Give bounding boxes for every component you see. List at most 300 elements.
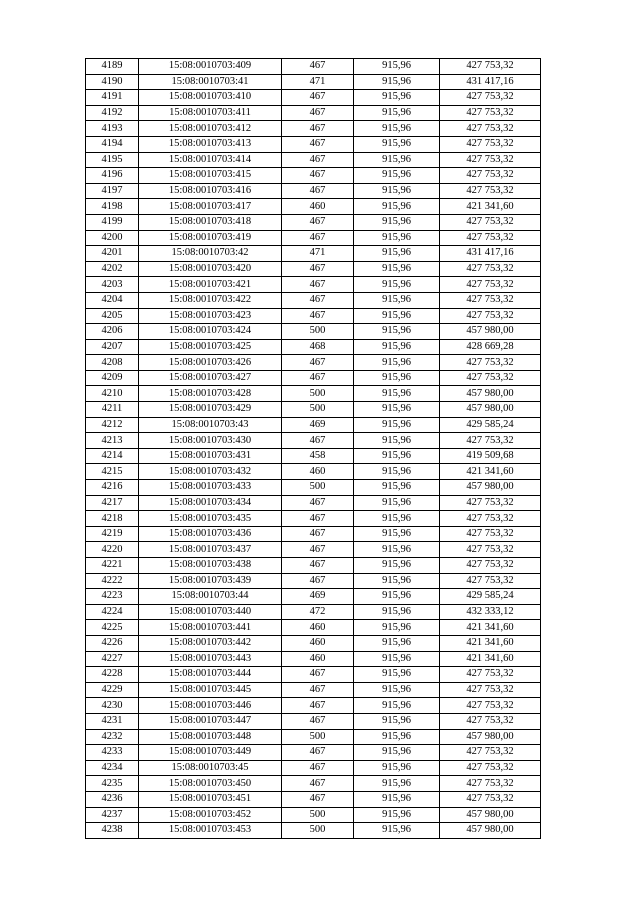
area-cell: 467 <box>282 168 354 184</box>
row-number-cell: 4198 <box>86 199 139 215</box>
row-number-cell: 4219 <box>86 526 139 542</box>
area-cell: 467 <box>282 526 354 542</box>
table-row <box>86 667 541 683</box>
value-cell: 427 753,32 <box>440 791 541 807</box>
value-cell: 419 509,68 <box>440 448 541 464</box>
cadastral-number-cell: 15:08:0010703:45 <box>139 760 282 776</box>
cadastral-number-cell: 15:08:0010703:410 <box>139 90 282 106</box>
value-cell: 457 980,00 <box>440 807 541 823</box>
row-number-cell: 4189 <box>86 59 139 75</box>
rate-cell: 915,96 <box>354 386 440 402</box>
rate-cell: 915,96 <box>354 448 440 464</box>
row-number-cell: 4212 <box>86 417 139 433</box>
area-cell: 467 <box>282 230 354 246</box>
cadastral-number-cell: 15:08:0010703:420 <box>139 261 282 277</box>
area-cell: 467 <box>282 667 354 683</box>
table-row <box>86 246 541 262</box>
table-row <box>86 573 541 589</box>
cadastral-number-cell: 15:08:0010703:413 <box>139 136 282 152</box>
value-cell: 429 585,24 <box>440 417 541 433</box>
table-row <box>86 542 541 558</box>
area-cell: 500 <box>282 807 354 823</box>
row-number-cell: 4224 <box>86 604 139 620</box>
table-row <box>86 183 541 199</box>
table-row <box>86 480 541 496</box>
area-cell: 460 <box>282 635 354 651</box>
area-cell: 467 <box>282 90 354 106</box>
cadastral-number-cell: 15:08:0010703:422 <box>139 292 282 308</box>
value-cell: 427 753,32 <box>440 698 541 714</box>
value-cell: 428 669,28 <box>440 339 541 355</box>
area-cell: 467 <box>282 308 354 324</box>
row-number-cell: 4229 <box>86 682 139 698</box>
table-row <box>86 199 541 215</box>
value-cell: 427 753,32 <box>440 308 541 324</box>
cadastral-number-cell: 15:08:0010703:434 <box>139 495 282 511</box>
area-cell: 467 <box>282 776 354 792</box>
rate-cell: 915,96 <box>354 635 440 651</box>
row-number-cell: 4222 <box>86 573 139 589</box>
cadastral-number-cell: 15:08:0010703:412 <box>139 121 282 137</box>
rate-cell: 915,96 <box>354 90 440 106</box>
area-cell: 467 <box>282 105 354 121</box>
row-number-cell: 4205 <box>86 308 139 324</box>
cadastral-number-cell: 15:08:0010703:451 <box>139 791 282 807</box>
rate-cell: 915,96 <box>354 246 440 262</box>
table-row <box>86 745 541 761</box>
rate-cell: 915,96 <box>354 308 440 324</box>
cadastral-number-cell: 15:08:0010703:453 <box>139 823 282 839</box>
cadastral-number-cell: 15:08:0010703:411 <box>139 105 282 121</box>
value-cell: 427 753,32 <box>440 542 541 558</box>
area-cell: 469 <box>282 589 354 605</box>
area-cell: 467 <box>282 542 354 558</box>
rate-cell: 915,96 <box>354 152 440 168</box>
area-cell: 467 <box>282 183 354 199</box>
rate-cell: 915,96 <box>354 183 440 199</box>
table-row <box>86 526 541 542</box>
table-row <box>86 214 541 230</box>
rate-cell: 915,96 <box>354 324 440 340</box>
area-cell: 500 <box>282 823 354 839</box>
area-cell: 471 <box>282 74 354 90</box>
row-number-cell: 4236 <box>86 791 139 807</box>
cadastral-number-cell: 15:08:0010703:436 <box>139 526 282 542</box>
cadastral-number-cell: 15:08:0010703:440 <box>139 604 282 620</box>
area-cell: 467 <box>282 370 354 386</box>
table-row <box>86 729 541 745</box>
area-cell: 467 <box>282 573 354 589</box>
cadastral-number-cell: 15:08:0010703:421 <box>139 277 282 293</box>
rate-cell: 915,96 <box>354 339 440 355</box>
value-cell: 457 980,00 <box>440 324 541 340</box>
area-cell: 467 <box>282 433 354 449</box>
area-cell: 460 <box>282 651 354 667</box>
value-cell: 427 753,32 <box>440 230 541 246</box>
value-cell: 457 980,00 <box>440 729 541 745</box>
cadastral-number-cell: 15:08:0010703:417 <box>139 199 282 215</box>
row-number-cell: 4209 <box>86 370 139 386</box>
area-cell: 467 <box>282 760 354 776</box>
rate-cell: 915,96 <box>354 370 440 386</box>
table-row <box>86 152 541 168</box>
value-cell: 427 753,32 <box>440 558 541 574</box>
rate-cell: 915,96 <box>354 464 440 480</box>
value-cell: 427 753,32 <box>440 292 541 308</box>
rate-cell: 915,96 <box>354 604 440 620</box>
cadastral-number-cell: 15:08:0010703:427 <box>139 370 282 386</box>
cadastral-number-cell: 15:08:0010703:452 <box>139 807 282 823</box>
value-cell: 427 753,32 <box>440 433 541 449</box>
area-cell: 467 <box>282 261 354 277</box>
table-row <box>86 261 541 277</box>
table-row <box>86 386 541 402</box>
area-cell: 471 <box>282 246 354 262</box>
rate-cell: 915,96 <box>354 136 440 152</box>
value-cell: 427 753,32 <box>440 776 541 792</box>
table-row <box>86 292 541 308</box>
cadastral-number-cell: 15:08:0010703:439 <box>139 573 282 589</box>
rate-cell: 915,96 <box>354 261 440 277</box>
cadastral-number-cell: 15:08:0010703:441 <box>139 620 282 636</box>
value-cell: 427 753,32 <box>440 573 541 589</box>
rate-cell: 915,96 <box>354 698 440 714</box>
table-row <box>86 589 541 605</box>
cadastral-number-cell: 15:08:0010703:416 <box>139 183 282 199</box>
row-number-cell: 4211 <box>86 402 139 418</box>
row-number-cell: 4210 <box>86 386 139 402</box>
cadastral-number-cell: 15:08:0010703:431 <box>139 448 282 464</box>
table-row <box>86 682 541 698</box>
rate-cell: 915,96 <box>354 199 440 215</box>
area-cell: 467 <box>282 558 354 574</box>
cadastral-number-cell: 15:08:0010703:448 <box>139 729 282 745</box>
area-cell: 472 <box>282 604 354 620</box>
area-cell: 467 <box>282 136 354 152</box>
value-cell: 421 341,60 <box>440 620 541 636</box>
row-number-cell: 4196 <box>86 168 139 184</box>
row-number-cell: 4231 <box>86 713 139 729</box>
area-cell: 467 <box>282 713 354 729</box>
row-number-cell: 4204 <box>86 292 139 308</box>
rate-cell: 915,96 <box>354 417 440 433</box>
area-cell: 467 <box>282 495 354 511</box>
table-row <box>86 324 541 340</box>
table-row <box>86 402 541 418</box>
cadastral-number-cell: 15:08:0010703:428 <box>139 386 282 402</box>
table-row <box>86 105 541 121</box>
rate-cell: 915,96 <box>354 433 440 449</box>
row-number-cell: 4234 <box>86 760 139 776</box>
rate-cell: 915,96 <box>354 682 440 698</box>
row-number-cell: 4228 <box>86 667 139 683</box>
table-row <box>86 823 541 839</box>
value-cell: 427 753,32 <box>440 152 541 168</box>
rate-cell: 915,96 <box>354 59 440 75</box>
table-row <box>86 308 541 324</box>
row-number-cell: 4192 <box>86 105 139 121</box>
rate-cell: 915,96 <box>354 791 440 807</box>
table-row <box>86 604 541 620</box>
row-number-cell: 4220 <box>86 542 139 558</box>
row-number-cell: 4221 <box>86 558 139 574</box>
row-number-cell: 4195 <box>86 152 139 168</box>
value-cell: 427 753,32 <box>440 277 541 293</box>
rate-cell: 915,96 <box>354 807 440 823</box>
row-number-cell: 4238 <box>86 823 139 839</box>
rate-cell: 915,96 <box>354 760 440 776</box>
table-row <box>86 448 541 464</box>
table-row <box>86 417 541 433</box>
table-row <box>86 355 541 371</box>
value-cell: 421 341,60 <box>440 651 541 667</box>
value-cell: 429 585,24 <box>440 589 541 605</box>
row-number-cell: 4199 <box>86 214 139 230</box>
rate-cell: 915,96 <box>354 74 440 90</box>
cadastral-number-cell: 15:08:0010703:44 <box>139 589 282 605</box>
value-cell: 421 341,60 <box>440 635 541 651</box>
value-cell: 427 753,32 <box>440 121 541 137</box>
cadastral-number-cell: 15:08:0010703:447 <box>139 713 282 729</box>
cadastral-number-cell: 15:08:0010703:443 <box>139 651 282 667</box>
value-cell: 427 753,32 <box>440 183 541 199</box>
cadastral-number-cell: 15:08:0010703:429 <box>139 402 282 418</box>
cadastral-number-cell: 15:08:0010703:409 <box>139 59 282 75</box>
value-cell: 421 341,60 <box>440 464 541 480</box>
value-cell: 427 753,32 <box>440 526 541 542</box>
cadastral-number-cell: 15:08:0010703:414 <box>139 152 282 168</box>
value-cell: 427 753,32 <box>440 214 541 230</box>
table-row <box>86 168 541 184</box>
rate-cell: 915,96 <box>354 355 440 371</box>
value-cell: 432 333,12 <box>440 604 541 620</box>
data-table <box>85 58 541 839</box>
value-cell: 431 417,16 <box>440 74 541 90</box>
value-cell: 427 753,32 <box>440 682 541 698</box>
cadastral-number-cell: 15:08:0010703:424 <box>139 324 282 340</box>
value-cell: 427 753,32 <box>440 105 541 121</box>
rate-cell: 915,96 <box>354 713 440 729</box>
cadastral-number-cell: 15:08:0010703:432 <box>139 464 282 480</box>
row-number-cell: 4207 <box>86 339 139 355</box>
table-row <box>86 74 541 90</box>
area-cell: 460 <box>282 199 354 215</box>
row-number-cell: 4218 <box>86 511 139 527</box>
rate-cell: 915,96 <box>354 542 440 558</box>
row-number-cell: 4215 <box>86 464 139 480</box>
row-number-cell: 4225 <box>86 620 139 636</box>
table-row <box>86 136 541 152</box>
value-cell: 457 980,00 <box>440 480 541 496</box>
rate-cell: 915,96 <box>354 277 440 293</box>
value-cell: 427 753,32 <box>440 745 541 761</box>
table-row <box>86 370 541 386</box>
table-row <box>86 59 541 75</box>
area-cell: 468 <box>282 339 354 355</box>
table-row <box>86 121 541 137</box>
table-row <box>86 558 541 574</box>
area-cell: 467 <box>282 511 354 527</box>
rate-cell: 915,96 <box>354 526 440 542</box>
table-row <box>86 339 541 355</box>
row-number-cell: 4197 <box>86 183 139 199</box>
rate-cell: 915,96 <box>354 729 440 745</box>
area-cell: 500 <box>282 402 354 418</box>
rate-cell: 915,96 <box>354 495 440 511</box>
value-cell: 457 980,00 <box>440 386 541 402</box>
area-cell: 500 <box>282 480 354 496</box>
area-cell: 460 <box>282 620 354 636</box>
cadastral-number-cell: 15:08:0010703:450 <box>139 776 282 792</box>
area-cell: 467 <box>282 698 354 714</box>
row-number-cell: 4226 <box>86 635 139 651</box>
cadastral-number-cell: 15:08:0010703:449 <box>139 745 282 761</box>
cadastral-number-cell: 15:08:0010703:426 <box>139 355 282 371</box>
area-cell: 467 <box>282 277 354 293</box>
value-cell: 427 753,32 <box>440 760 541 776</box>
row-number-cell: 4213 <box>86 433 139 449</box>
row-number-cell: 4202 <box>86 261 139 277</box>
table-row <box>86 651 541 667</box>
cadastral-number-cell: 15:08:0010703:444 <box>139 667 282 683</box>
cadastral-number-cell: 15:08:0010703:433 <box>139 480 282 496</box>
value-cell: 427 753,32 <box>440 511 541 527</box>
row-number-cell: 4214 <box>86 448 139 464</box>
cadastral-number-cell: 15:08:0010703:442 <box>139 635 282 651</box>
cadastral-number-cell: 15:08:0010703:43 <box>139 417 282 433</box>
row-number-cell: 4223 <box>86 589 139 605</box>
rate-cell: 915,96 <box>354 589 440 605</box>
table-row <box>86 464 541 480</box>
area-cell: 458 <box>282 448 354 464</box>
value-cell: 457 980,00 <box>440 402 541 418</box>
cadastral-number-cell: 15:08:0010703:418 <box>139 214 282 230</box>
value-cell: 421 341,60 <box>440 199 541 215</box>
area-cell: 500 <box>282 324 354 340</box>
area-cell: 460 <box>282 464 354 480</box>
cadastral-number-cell: 15:08:0010703:445 <box>139 682 282 698</box>
table-row <box>86 230 541 246</box>
rate-cell: 915,96 <box>354 776 440 792</box>
row-number-cell: 4190 <box>86 74 139 90</box>
area-cell: 467 <box>282 59 354 75</box>
area-cell: 467 <box>282 121 354 137</box>
row-number-cell: 4233 <box>86 745 139 761</box>
value-cell: 427 753,32 <box>440 370 541 386</box>
table-row <box>86 495 541 511</box>
table-row <box>86 277 541 293</box>
table-row <box>86 620 541 636</box>
area-cell: 500 <box>282 386 354 402</box>
value-cell: 427 753,32 <box>440 136 541 152</box>
table-row <box>86 807 541 823</box>
row-number-cell: 4193 <box>86 121 139 137</box>
cadastral-number-cell: 15:08:0010703:415 <box>139 168 282 184</box>
area-cell: 467 <box>282 355 354 371</box>
cadastral-number-cell: 15:08:0010703:446 <box>139 698 282 714</box>
table-row <box>86 90 541 106</box>
area-cell: 467 <box>282 214 354 230</box>
table-row <box>86 713 541 729</box>
row-number-cell: 4232 <box>86 729 139 745</box>
rate-cell: 915,96 <box>354 651 440 667</box>
rate-cell: 915,96 <box>354 620 440 636</box>
value-cell: 427 753,32 <box>440 59 541 75</box>
rate-cell: 915,96 <box>354 292 440 308</box>
value-cell: 427 753,32 <box>440 713 541 729</box>
value-cell: 431 417,16 <box>440 246 541 262</box>
rate-cell: 915,96 <box>354 480 440 496</box>
row-number-cell: 4203 <box>86 277 139 293</box>
row-number-cell: 4227 <box>86 651 139 667</box>
row-number-cell: 4230 <box>86 698 139 714</box>
table-row <box>86 760 541 776</box>
row-number-cell: 4191 <box>86 90 139 106</box>
row-number-cell: 4200 <box>86 230 139 246</box>
value-cell: 427 753,32 <box>440 90 541 106</box>
table-row <box>86 698 541 714</box>
value-cell: 427 753,32 <box>440 355 541 371</box>
rate-cell: 915,96 <box>354 168 440 184</box>
area-cell: 469 <box>282 417 354 433</box>
value-cell: 427 753,32 <box>440 495 541 511</box>
table-body <box>86 59 541 839</box>
row-number-cell: 4208 <box>86 355 139 371</box>
cadastral-number-cell: 15:08:0010703:438 <box>139 558 282 574</box>
area-cell: 467 <box>282 682 354 698</box>
area-cell: 467 <box>282 745 354 761</box>
rate-cell: 915,96 <box>354 230 440 246</box>
cadastral-number-cell: 15:08:0010703:430 <box>139 433 282 449</box>
cadastral-number-cell: 15:08:0010703:42 <box>139 246 282 262</box>
rate-cell: 915,96 <box>354 402 440 418</box>
cadastral-number-cell: 15:08:0010703:423 <box>139 308 282 324</box>
cadastral-number-cell: 15:08:0010703:41 <box>139 74 282 90</box>
rate-cell: 915,96 <box>354 121 440 137</box>
rate-cell: 915,96 <box>354 214 440 230</box>
rate-cell: 915,96 <box>354 667 440 683</box>
rate-cell: 915,96 <box>354 823 440 839</box>
rate-cell: 915,96 <box>354 573 440 589</box>
value-cell: 427 753,32 <box>440 667 541 683</box>
area-cell: 500 <box>282 729 354 745</box>
rate-cell: 915,96 <box>354 558 440 574</box>
cadastral-number-cell: 15:08:0010703:425 <box>139 339 282 355</box>
table-row <box>86 791 541 807</box>
row-number-cell: 4194 <box>86 136 139 152</box>
cadastral-number-cell: 15:08:0010703:419 <box>139 230 282 246</box>
row-number-cell: 4216 <box>86 480 139 496</box>
row-number-cell: 4217 <box>86 495 139 511</box>
value-cell: 427 753,32 <box>440 168 541 184</box>
table-row <box>86 776 541 792</box>
value-cell: 457 980,00 <box>440 823 541 839</box>
area-cell: 467 <box>282 292 354 308</box>
table-row <box>86 433 541 449</box>
rate-cell: 915,96 <box>354 745 440 761</box>
area-cell: 467 <box>282 791 354 807</box>
rate-cell: 915,96 <box>354 511 440 527</box>
row-number-cell: 4237 <box>86 807 139 823</box>
row-number-cell: 4235 <box>86 776 139 792</box>
row-number-cell: 4201 <box>86 246 139 262</box>
value-cell: 427 753,32 <box>440 261 541 277</box>
area-cell: 467 <box>282 152 354 168</box>
table-row <box>86 511 541 527</box>
cadastral-number-cell: 15:08:0010703:435 <box>139 511 282 527</box>
table-row <box>86 635 541 651</box>
cadastral-number-cell: 15:08:0010703:437 <box>139 542 282 558</box>
